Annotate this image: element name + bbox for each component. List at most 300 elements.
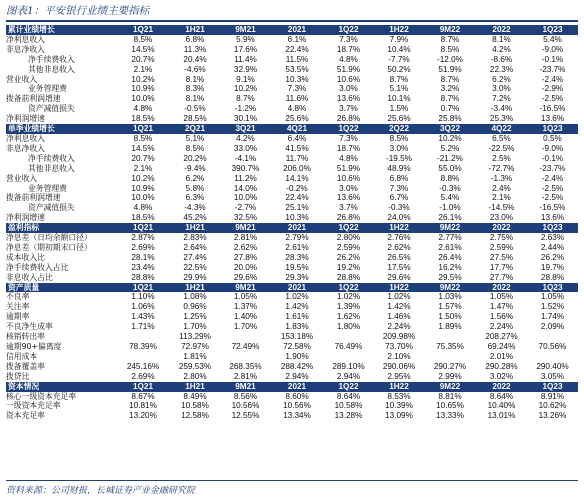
value-cell: 8.5%	[133, 34, 153, 44]
value-cell: 1.42%	[387, 302, 411, 312]
period-header: 1Q21	[116, 25, 170, 35]
value-cell: 13.6%	[336, 193, 361, 203]
row-label: 业务管理费	[28, 183, 67, 193]
table-row	[6, 352, 578, 362]
indicator-table	[6, 25, 578, 421]
value-cell: 1.10%	[131, 292, 155, 302]
value-cell: -16.5%	[539, 203, 566, 213]
value-cell: 29.3%	[285, 272, 309, 282]
row-label: 净手续费收入占比	[6, 262, 69, 272]
period-header: 1Q22	[323, 283, 374, 293]
value-cell: 25.1%	[285, 203, 309, 213]
row-label: 资产减值损失	[28, 104, 75, 114]
value-cell: 1.02%	[387, 292, 411, 302]
value-cell: 8.56%	[233, 391, 258, 401]
table-row	[6, 401, 578, 411]
value-cell: 28.3%	[285, 252, 309, 262]
value-cell: 33.0%	[233, 143, 258, 153]
source-note: 资料来源：公司财报，长城证券产业金融研究院	[6, 486, 196, 496]
value-cell: -14.5%	[488, 203, 515, 213]
table-row	[6, 164, 578, 174]
value-cell: -72.7%	[488, 163, 515, 173]
value-cell: -12.0%	[437, 54, 463, 64]
value-cell: 10.2%	[131, 173, 155, 183]
value-cell: 2.94%	[285, 371, 309, 381]
value-cell: 8.7%	[440, 74, 460, 84]
period-header: 1Q23	[527, 223, 578, 233]
table-row	[6, 144, 578, 154]
value-cell: 8.1%	[185, 74, 205, 84]
value-cell: 10.39%	[385, 401, 413, 411]
value-cell: 53.5%	[285, 64, 309, 74]
value-cell: 14.0%	[233, 183, 258, 193]
row-label: 拨备覆盖率	[6, 361, 45, 371]
value-cell: 26.5%	[387, 252, 411, 262]
value-cell: 8.5%	[185, 143, 205, 153]
table-row	[6, 154, 578, 164]
value-cell: 51.9%	[336, 64, 361, 74]
value-cell: -0.3%	[388, 203, 410, 213]
table-row	[6, 65, 578, 75]
value-cell: 2.62%	[387, 242, 411, 252]
value-cell: 5.4%	[440, 193, 460, 203]
value-cell: -0.5%	[184, 104, 206, 114]
value-cell: 1.74%	[540, 312, 565, 322]
value-cell: 18.7%	[336, 143, 361, 153]
value-cell: 10.2%	[131, 74, 155, 84]
table-row	[6, 292, 578, 302]
value-cell: 26.2%	[540, 252, 565, 262]
value-cell: 25.6%	[387, 114, 411, 124]
value-cell: 0.7%	[440, 104, 460, 114]
value-cell: -2.5%	[541, 94, 564, 104]
value-cell: 10.62%	[538, 401, 567, 411]
value-cell: 11.5%	[285, 54, 309, 64]
value-cell: 2.01%	[489, 351, 514, 361]
value-cell: 72.49%	[231, 342, 260, 351]
value-cell: 11.4%	[234, 54, 257, 64]
period-header: 1H21	[170, 25, 220, 35]
value-cell: 2.1%	[133, 163, 153, 173]
value-cell: 29.6%	[387, 272, 411, 282]
value-cell: -1.0%	[439, 203, 461, 213]
value-cell: 27.8%	[233, 252, 258, 262]
value-cell	[116, 332, 170, 342]
table-row	[6, 193, 578, 203]
section-header-row	[6, 283, 578, 293]
value-cell: 26.4%	[438, 252, 462, 262]
value-cell: 7.3%	[339, 133, 358, 143]
value-cell: 10.56%	[283, 401, 311, 411]
value-cell: 153.18%	[280, 332, 314, 342]
value-cell	[323, 332, 374, 342]
value-cell: 24.0%	[387, 213, 411, 223]
value-cell	[323, 352, 374, 362]
value-cell: 50.2%	[387, 64, 411, 74]
value-cell: 13.6%	[540, 213, 565, 223]
value-cell: 2.99%	[438, 371, 462, 381]
value-cell: 390.7%	[231, 163, 260, 173]
value-cell: 11.3%	[183, 44, 207, 54]
table-row	[6, 312, 578, 322]
value-cell: 1.89%	[438, 322, 462, 332]
value-cell: 2.69%	[131, 371, 155, 381]
value-cell: 19.7%	[540, 262, 565, 272]
row-label: 净手续费收入	[28, 153, 75, 163]
value-cell: 18.5%	[131, 114, 155, 124]
value-cell: 290.06%	[382, 361, 416, 371]
period-header: 1Q22	[323, 25, 374, 35]
value-cell: 70.56%	[538, 342, 567, 351]
value-cell: 18.7%	[336, 44, 361, 54]
value-cell: 1.37%	[233, 302, 258, 312]
value-cell: -21.2%	[437, 153, 463, 163]
value-cell: 8.8%	[440, 173, 460, 183]
row-label: 净利息收入	[6, 133, 45, 143]
value-cell: 4.8%	[133, 203, 153, 213]
table-row	[6, 94, 578, 104]
value-cell	[220, 352, 271, 362]
period-header: 1H21	[170, 223, 220, 233]
value-cell: 1.39%	[336, 302, 361, 312]
value-cell: 14.5%	[131, 143, 155, 153]
value-cell: 8.5%	[133, 133, 153, 143]
value-cell: 11.2%	[234, 173, 257, 183]
value-cell: 10.2%	[438, 133, 462, 143]
table-row	[6, 332, 578, 342]
value-cell: 32.9%	[233, 64, 258, 74]
value-cell: 17.7%	[489, 262, 514, 272]
value-cell: 23.0%	[489, 213, 514, 223]
value-cell: 48.9%	[387, 163, 411, 173]
value-cell: 55.0%	[438, 163, 462, 173]
row-label: 逾期率	[6, 312, 30, 322]
value-cell	[220, 332, 271, 342]
period-header: 1Q23	[527, 382, 578, 392]
value-cell: 19.2%	[336, 262, 361, 272]
value-cell: -1.2%	[234, 104, 257, 114]
period-header: 2021	[271, 223, 323, 233]
value-cell: 72.97%	[181, 342, 209, 351]
value-cell: 1.05%	[540, 292, 565, 302]
value-cell: 8.67%	[131, 391, 155, 401]
value-cell: 10.2%	[233, 84, 258, 94]
row-label: 净利润增速	[6, 114, 45, 124]
table-row	[6, 392, 578, 402]
section-header-row	[6, 223, 578, 233]
value-cell: 29.6%	[233, 272, 258, 282]
value-cell: 1.61%	[285, 312, 309, 322]
row-label: 核心一级资本充足率	[6, 391, 77, 401]
value-cell: 1.81%	[183, 351, 207, 361]
value-cell: 1.08%	[183, 292, 207, 302]
value-cell: 4.8%	[133, 104, 153, 114]
value-cell: 28.8%	[540, 272, 565, 282]
value-cell: 8.64%	[489, 391, 514, 401]
value-cell: 259.53%	[178, 361, 212, 371]
value-cell: 9.1%	[236, 74, 255, 84]
value-cell: 2.95%	[387, 371, 411, 381]
value-cell: 1.80%	[336, 322, 361, 332]
value-cell: 26.8%	[336, 213, 361, 223]
period-header: 3Q22	[424, 124, 476, 134]
value-cell: 10.1%	[387, 94, 411, 104]
value-cell: 7.3%	[389, 183, 409, 193]
period-header: 1Q23	[527, 25, 578, 35]
row-label: 其他非息收入	[28, 64, 75, 74]
table-row	[6, 184, 578, 194]
value-cell: 3.7%	[339, 203, 358, 213]
value-cell: 268.35%	[229, 361, 262, 371]
value-cell: 13.28%	[334, 411, 363, 421]
value-cell: 22.5%	[183, 262, 207, 272]
value-cell: 13.09%	[385, 411, 413, 421]
value-cell: 1.25%	[183, 312, 207, 322]
period-header: 1Q21	[116, 223, 170, 233]
value-cell: 16.2%	[438, 262, 462, 272]
value-cell: -23.7%	[539, 163, 566, 173]
value-cell: 25.6%	[285, 114, 309, 124]
value-cell: 22.4%	[285, 44, 309, 54]
table-row	[6, 35, 578, 45]
value-cell: 288.42%	[280, 361, 314, 371]
period-header: 9M22	[424, 223, 476, 233]
value-cell: 8.5%	[440, 44, 460, 54]
period-header: 1Q22	[323, 223, 374, 233]
value-cell: 2.87%	[131, 233, 155, 243]
value-cell: 4.8%	[339, 153, 358, 163]
table-row	[6, 104, 578, 114]
value-cell: 10.4%	[387, 44, 411, 54]
value-cell: 1.02%	[285, 292, 309, 302]
value-cell: 5.9%	[236, 34, 255, 44]
value-cell: 26.1%	[438, 213, 462, 223]
period-header: 2022	[476, 382, 527, 392]
value-cell: 245.16%	[126, 361, 160, 371]
value-cell: 3.2%	[440, 84, 460, 94]
value-cell: 6.4%	[287, 133, 307, 143]
table-row	[6, 75, 578, 85]
table-row	[6, 243, 578, 253]
period-header: 2Q22	[374, 124, 424, 134]
value-cell: 2.76%	[387, 233, 411, 243]
table-row	[6, 45, 578, 55]
value-cell: 3.0%	[389, 143, 409, 153]
value-cell: -3.4%	[490, 104, 513, 114]
value-cell: 1.52%	[540, 302, 565, 312]
period-header: 2022	[476, 283, 527, 293]
period-header: 9M22	[424, 25, 476, 35]
value-cell: 2.09%	[540, 322, 565, 332]
section-header-row	[6, 124, 578, 134]
table-row	[6, 411, 578, 421]
period-header: 1Q21	[116, 124, 170, 134]
row-label: 净手续费收入	[28, 54, 75, 64]
value-cell: 28.8%	[131, 272, 155, 282]
row-label: 其他非息收入	[28, 163, 75, 173]
value-cell: 0.96%	[183, 302, 207, 312]
period-header: 1H22	[374, 283, 424, 293]
value-cell: 6.8%	[389, 173, 409, 183]
value-cell: 8.91%	[540, 391, 565, 401]
value-cell: 3.0%	[339, 84, 358, 94]
row-label: 一级资本充足率	[6, 401, 61, 411]
value-cell: 1.03%	[438, 292, 462, 302]
table-row	[6, 84, 578, 94]
value-cell: 1.70%	[183, 322, 207, 332]
value-cell: 1.90%	[285, 351, 309, 361]
table-row	[6, 174, 578, 184]
value-cell: 75.35%	[436, 342, 464, 351]
value-cell: 11.7%	[285, 153, 309, 163]
period-header: 1H21	[170, 382, 220, 392]
value-cell	[527, 352, 578, 362]
value-cell: 10.3%	[285, 74, 309, 84]
value-cell: 20.7%	[131, 153, 155, 163]
value-cell: 1.06%	[131, 302, 155, 312]
value-cell: 69.24%	[487, 342, 516, 351]
value-cell: -16.5%	[539, 104, 566, 114]
value-cell: 10.58%	[181, 401, 209, 411]
value-cell: 8.7%	[440, 34, 460, 44]
value-cell: 5.2%	[440, 143, 460, 153]
value-cell: 4.8%	[287, 104, 307, 114]
period-header: 1H22	[374, 223, 424, 233]
value-cell: 1.62%	[336, 312, 361, 322]
value-cell: 3.0%	[492, 84, 511, 94]
value-cell: 23.4%	[131, 262, 155, 272]
section-title: 资本情况	[6, 382, 116, 392]
value-cell: 113.29%	[179, 332, 211, 342]
value-cell: 51.9%	[336, 163, 361, 173]
row-label: 净息差（日均余额口径）	[6, 233, 92, 243]
value-cell: 8.1%	[492, 34, 511, 44]
period-header: 1Q21	[116, 283, 170, 293]
value-cell: 10.6%	[336, 74, 361, 84]
value-cell: -4.6%	[184, 64, 206, 74]
table-row	[6, 302, 578, 312]
table-row	[6, 322, 578, 332]
value-cell: -2.5%	[541, 183, 564, 193]
value-cell	[424, 352, 476, 362]
row-label: 资产减值损失	[28, 203, 75, 213]
row-label: 净利息收入	[6, 34, 45, 44]
value-cell: 2.10%	[387, 351, 411, 361]
value-cell: 2.69%	[131, 242, 155, 252]
period-header: 2021	[271, 283, 323, 293]
value-cell: 2.61%	[438, 242, 462, 252]
value-cell: 10.40%	[487, 401, 516, 411]
period-header: 2022	[476, 223, 527, 233]
row-label: 净利润增速	[6, 213, 45, 223]
table-row	[6, 134, 578, 144]
value-cell: 6.2%	[185, 173, 205, 183]
value-cell: 14.1%	[285, 173, 309, 183]
table-row	[6, 263, 578, 273]
value-cell: 13.6%	[336, 94, 361, 104]
value-cell: 14.5%	[131, 44, 155, 54]
value-cell: 27.7%	[489, 272, 514, 282]
value-cell: 1.56%	[489, 312, 514, 322]
value-cell: -7.7%	[388, 54, 410, 64]
period-header: 2021	[271, 25, 323, 35]
value-cell: 290.40%	[536, 361, 569, 371]
value-cell: 7.3%	[287, 84, 307, 94]
row-label: 拨备前利润增速	[6, 94, 61, 104]
period-header: 1H21	[170, 283, 220, 293]
value-cell: 13.20%	[129, 411, 157, 421]
value-cell: 27.5%	[489, 252, 514, 262]
table-row	[6, 342, 578, 352]
value-cell: 20.4%	[183, 54, 207, 64]
value-cell: 25.8%	[438, 114, 462, 124]
value-cell	[424, 332, 476, 342]
value-cell: 13.34%	[283, 411, 311, 421]
value-cell: 76.49%	[334, 342, 363, 351]
value-cell: -0.1%	[541, 153, 564, 163]
value-cell: 2.77%	[438, 233, 462, 243]
value-cell: 12.58%	[181, 411, 209, 421]
value-cell: 10.58%	[334, 401, 363, 411]
value-cell: 2.81%	[233, 233, 258, 243]
value-cell: 1.46%	[387, 312, 411, 322]
value-cell: 8.64%	[336, 391, 361, 401]
value-cell: 26.8%	[336, 114, 361, 124]
value-cell: 2.62%	[233, 242, 258, 252]
table-row	[6, 233, 578, 243]
value-cell: 1.50%	[438, 312, 462, 322]
value-cell: 1.02%	[336, 292, 361, 302]
value-cell: -9.0%	[541, 44, 564, 54]
value-cell: 7.9%	[389, 34, 409, 44]
value-cell: 45.2%	[183, 213, 207, 223]
value-cell: 1.05%	[489, 292, 514, 302]
value-cell: -23.7%	[539, 64, 566, 74]
value-cell: 10.3%	[285, 213, 309, 223]
row-label: 拨贷比	[6, 371, 30, 381]
value-cell: 5.1%	[389, 84, 409, 94]
value-cell: 29.5%	[438, 272, 462, 282]
value-cell: 2.44%	[540, 242, 565, 252]
value-cell: 6.8%	[185, 34, 205, 44]
footer-rule	[6, 480, 578, 481]
value-cell: 10.9%	[131, 84, 155, 94]
row-label: 核销转出率	[6, 332, 45, 342]
period-header: 1H22	[374, 382, 424, 392]
row-label: 信用成本	[6, 351, 38, 361]
value-cell: 2.4%	[492, 183, 511, 193]
value-cell: 10.9%	[131, 183, 155, 193]
value-cell: 6.2%	[492, 74, 511, 84]
value-cell	[527, 332, 578, 342]
section-header-row	[6, 25, 578, 35]
value-cell: 2.79%	[285, 233, 309, 243]
value-cell: -0.1%	[541, 54, 564, 64]
value-cell: 1.5%	[389, 104, 409, 114]
row-label: 净息差（期初期末口径）	[6, 242, 92, 252]
value-cell: 1.42%	[285, 302, 309, 312]
row-label: 非息净收入	[6, 44, 45, 54]
value-cell: 2.83%	[183, 233, 207, 243]
value-cell: 290.28%	[485, 361, 518, 371]
value-cell: 28.8%	[336, 272, 361, 282]
row-label: 逾期90+偏离度	[6, 342, 62, 351]
value-cell: 8.5%	[389, 133, 409, 143]
table-row	[6, 372, 578, 382]
value-cell: 2.63%	[540, 233, 565, 243]
value-cell: 0.5%	[543, 133, 562, 143]
section-title: 累计业绩增长	[6, 25, 116, 35]
